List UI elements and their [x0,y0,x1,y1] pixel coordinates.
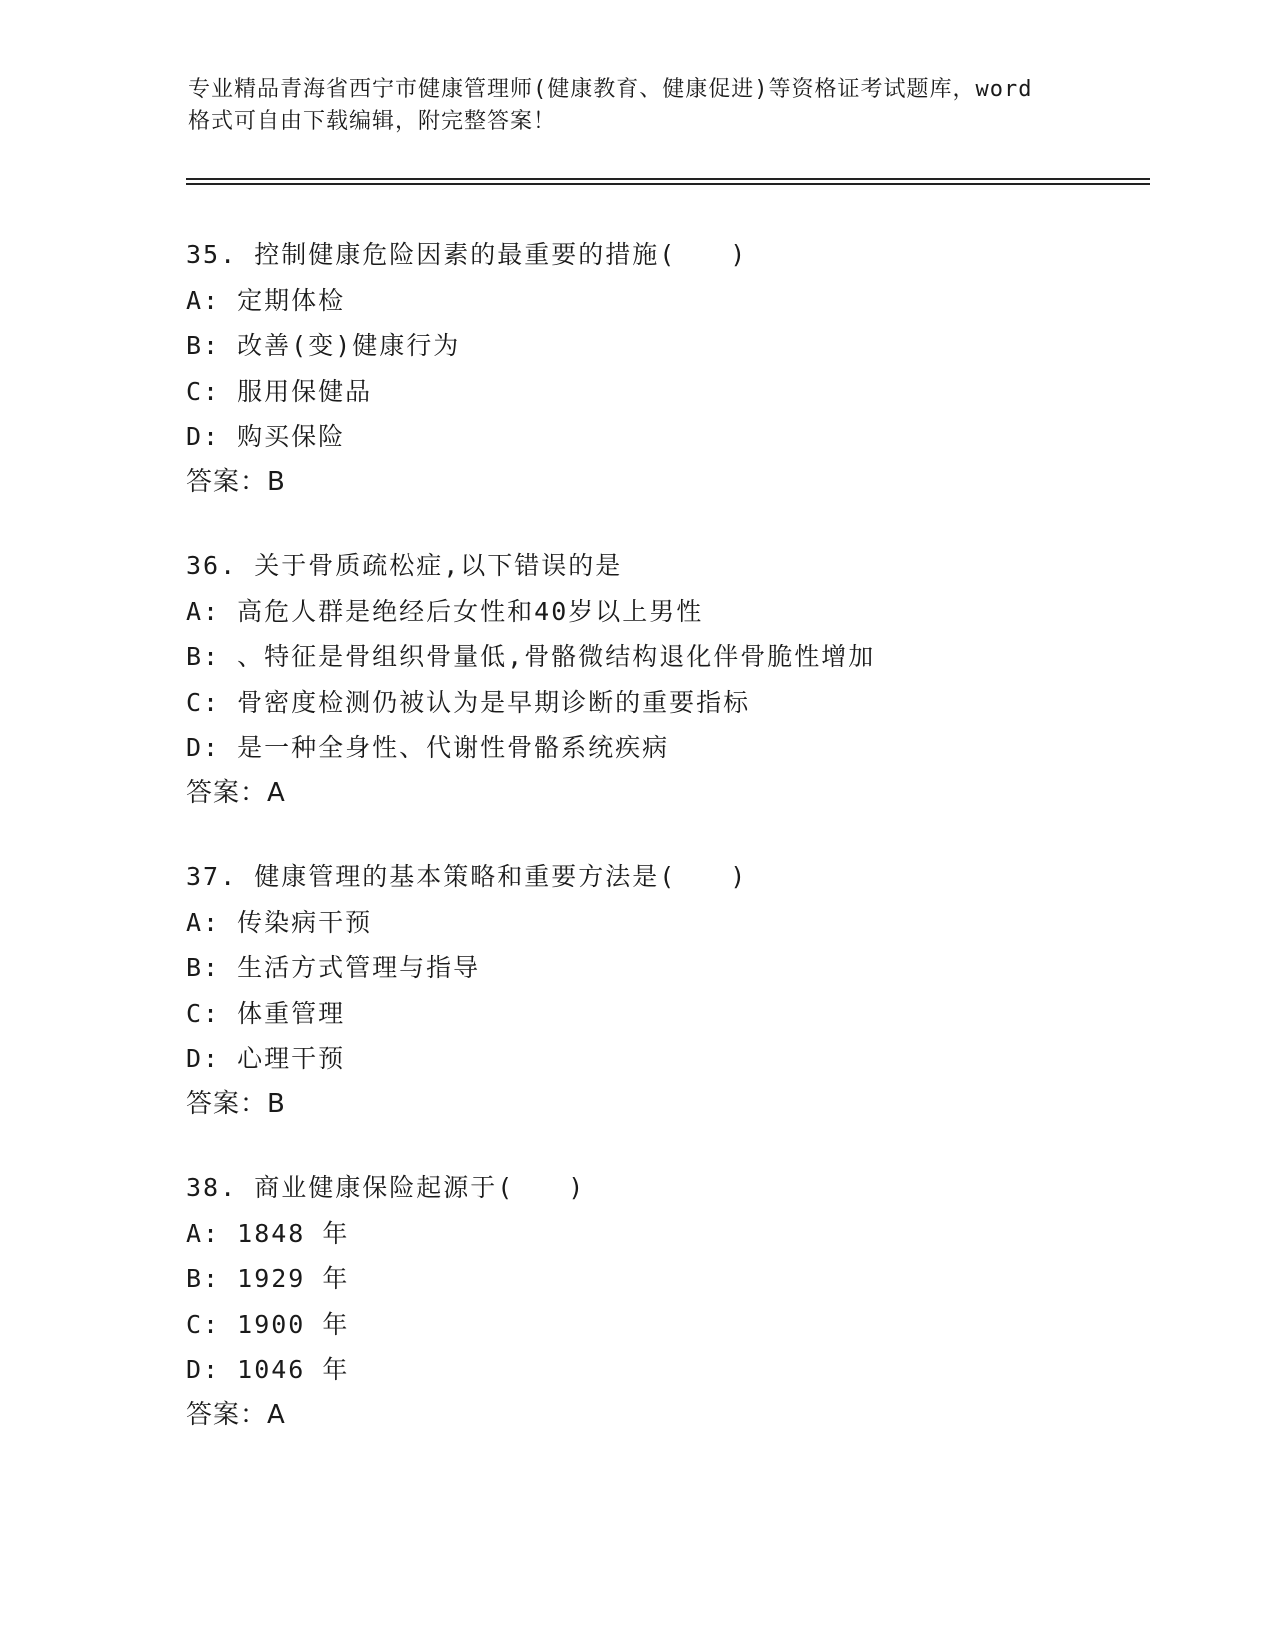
question-37 [186,854,1146,1127]
question-stem: 35. 控制健康危险因素的最重要的措施( ) [186,240,748,269]
header-line-2: 格式可自由下载编辑，附完整答案！ [188,109,557,134]
answer-line: 答案：B [186,466,286,497]
option-d: D: 心理干预 [186,1044,346,1073]
question-list [186,232,1146,1476]
answer-line: 答案：A [186,777,286,808]
document-header [188,74,1088,138]
option-d: D: 购买保险 [186,422,346,451]
option-c: C: 体重管理 [186,998,346,1028]
option-b: B: 生活方式管理与指导 [186,953,481,982]
question-stem: 37. 健康管理的基本策略和重要方法是( ) [186,862,748,891]
option-c: C: 1900 年 [186,1309,350,1339]
option-c: C: 骨密度检测仍被认为是早期诊断的重要指标 [186,687,751,717]
option-a: A: 传染病干预 [186,907,373,937]
option-d: D: 是一种全身性、代谢性骨骼系统疾病 [186,733,670,762]
header-divider-top [186,178,1150,180]
option-d: D: 1046 年 [186,1355,350,1384]
option-b: B: 改善(变)健康行为 [186,331,461,360]
option-a: A: 1848 年 [186,1218,350,1248]
question-stem: 36. 关于骨质疏松症,以下错误的是 [186,551,623,580]
answer-line: 答案：A [186,1399,286,1430]
question-36 [186,543,1146,816]
answer-line: 答案：B [186,1088,286,1119]
question-stem: 38. 商业健康保险起源于( ) [186,1173,586,1202]
option-a: A: 定期体检 [186,285,346,315]
option-c: C: 服用保健品 [186,376,373,406]
question-38 [186,1165,1146,1438]
option-b: B: 、特征是骨组织骨量低,骨骼微结构退化伴骨脆性增加 [186,642,876,671]
option-a: A: 高危人群是绝经后女性和40岁以上男性 [186,596,704,626]
option-b: B: 1929 年 [186,1264,350,1293]
question-35 [186,232,1146,505]
header-line-1: 专业精品青海省西宁市健康管理师(健康教育、健康促进)等资格证考试题库，word [188,77,1033,102]
header-divider-bottom [186,183,1150,185]
